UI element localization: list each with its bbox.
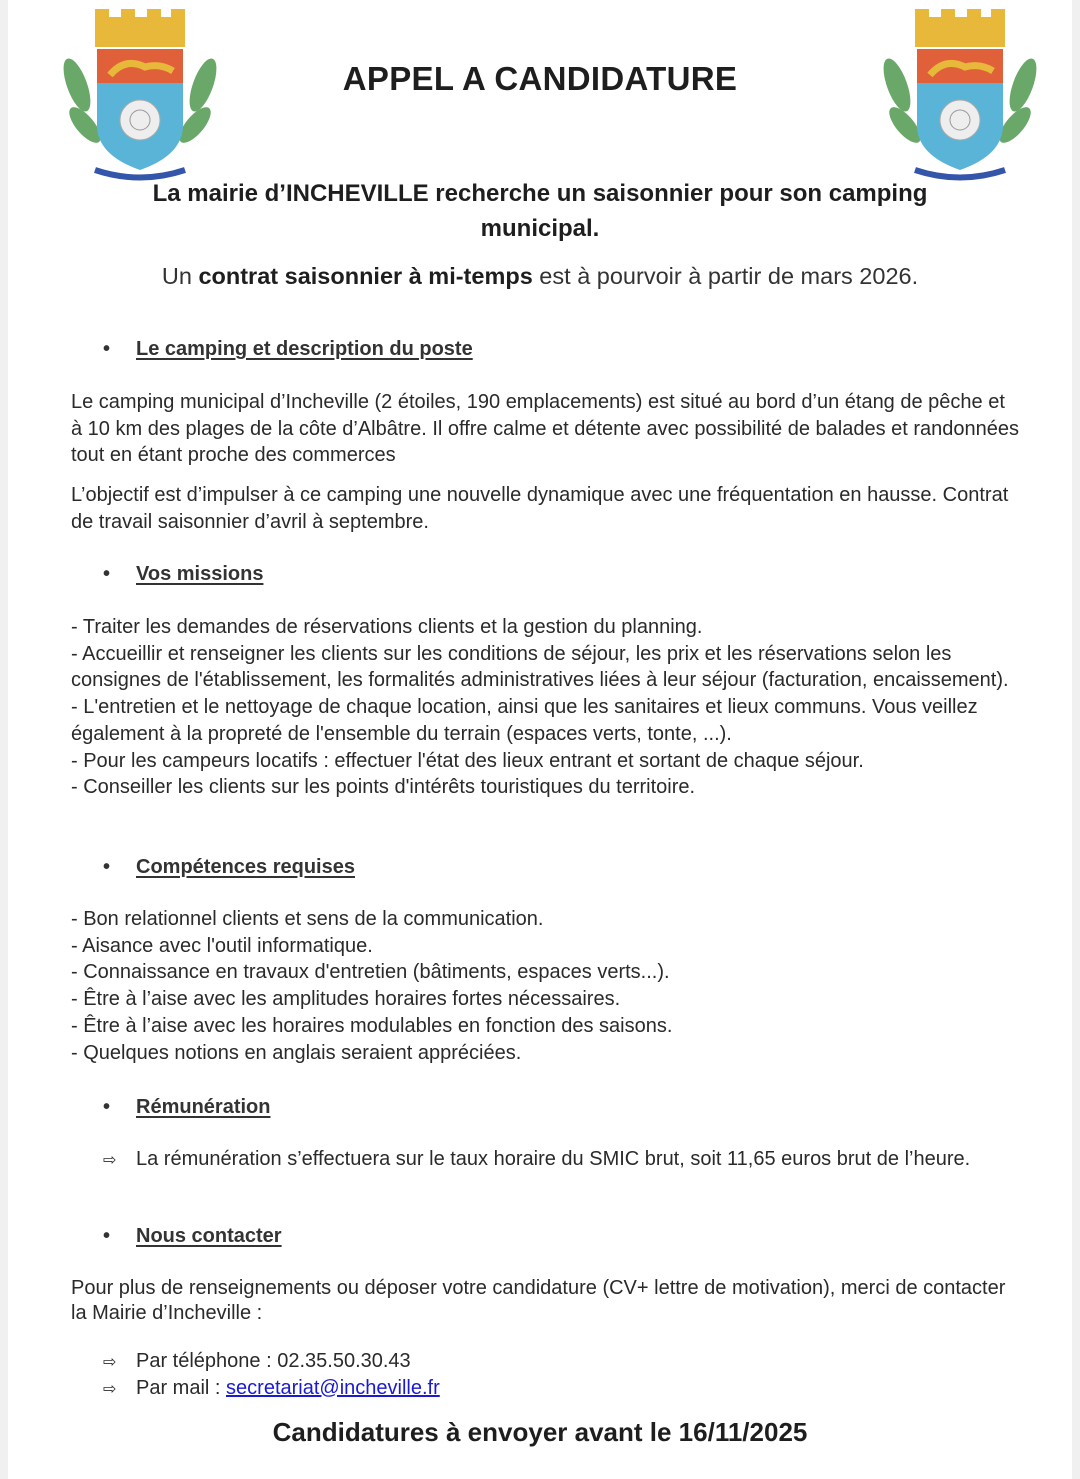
list-item: - Être à l’aise avec les amplitudes horaires fortes nécessaires.	[71, 988, 621, 1011]
arrow-icon: ⇨	[103, 1380, 117, 1398]
remuneration-item: ⇨ La rémunération s’effectuera sur le taux horaire du SMIC brut, soit 11,65 euros brut de l’heure.	[103, 1147, 983, 1174]
page-title: APPEL A CANDIDATURE	[342, 60, 738, 97]
list-item: - Aisance avec l'outil informatique.	[71, 934, 373, 957]
heading-remuneration: • Rémunération	[103, 1096, 271, 1118]
contract-line: Un contrat saisonnier à mi-temps est à pourvoir à partir de mars 2026.	[161, 263, 919, 289]
heading-competences: • Compétences requises	[103, 856, 355, 878]
list-item: - Pour les campeurs locatifs : effectuer l'état des lieux entrant et sortant de chaque séjour.	[71, 749, 864, 772]
list-item: - Conseiller les clients sur les points d'intérêts touristiques du territoire.	[71, 776, 696, 799]
camping-paragraph-1: Le camping municipal d’Incheville (2 étoiles, 190 emplacements) est situé au bord d’un étang de pêche et à 10 km des plages de la côte d’Albâtre. Il offre calme et détente avec possibilité de balades et randonnées tout en étant proche des commerces	[71, 391, 1020, 467]
list-item: - Traiter les demandes de réservations clients et la gestion du planning.	[71, 616, 703, 638]
deadline: Candidatures à envoyer avant le 16/11/2025	[272, 1417, 808, 1447]
missions-list	[71, 614, 1021, 801]
heading-missions: • Vos missions	[103, 563, 264, 585]
heading-camping: • Le camping et description du poste	[103, 338, 473, 360]
phone: Par téléphone : 02.35.50.30.43	[136, 1350, 411, 1372]
contact-list: ⇨ Par téléphone : 02.35.50.30.43 ⇨ Par mail : secretariat@incheville.fr	[103, 1349, 1003, 1402]
contact-paragraph: Pour plus de renseignements ou déposer votre candidature (CV+ lettre de motivation), merci de contacter la Mairie d’Incheville :	[71, 1277, 1006, 1324]
list-item: - L'entretien et le nettoyage de chaque location, ainsi que les sanitaires et lieux communs. Vous veillez également à la propreté de l'ensemble du terrain (espaces verts, tonte, ...).	[71, 696, 978, 745]
list-item: - Quelques notions en anglais seraient appréciées.	[71, 1041, 522, 1064]
camping-paragraph-2: L’objectif est d’impulser à ce camping une nouvelle dynamique avec une fréquentation en hausse. Contrat de travail saisonnier d’avril à septembre.	[71, 484, 1009, 533]
heading-contact: • Nous contacter	[103, 1225, 282, 1247]
subtitle: La mairie d’INCHEVILLE recherche un saisonnier pour son camping municipal.	[152, 180, 928, 242]
list-item: - Bon relationnel clients et sens de la communication.	[71, 908, 544, 930]
email-link[interactable]: secretariat@incheville.fr	[226, 1376, 440, 1399]
arrow-icon: ⇨	[103, 1152, 117, 1169]
list-item: - Accueillir et renseigner les clients sur les conditions de séjour, les prix et les réservations selon les consignes de l'établissement, les formalités administratives liées à leur séjour (facturation, encaissement).	[71, 642, 1009, 692]
list-item: - Connaissance en travaux d'entretien (bâtiments, espaces verts...).	[71, 961, 670, 984]
arrow-icon: ⇨	[103, 1354, 117, 1371]
list-item: - Être à l’aise avec les horaires modulables en fonction des saisons.	[71, 1014, 673, 1037]
competences-list	[71, 906, 1021, 1066]
